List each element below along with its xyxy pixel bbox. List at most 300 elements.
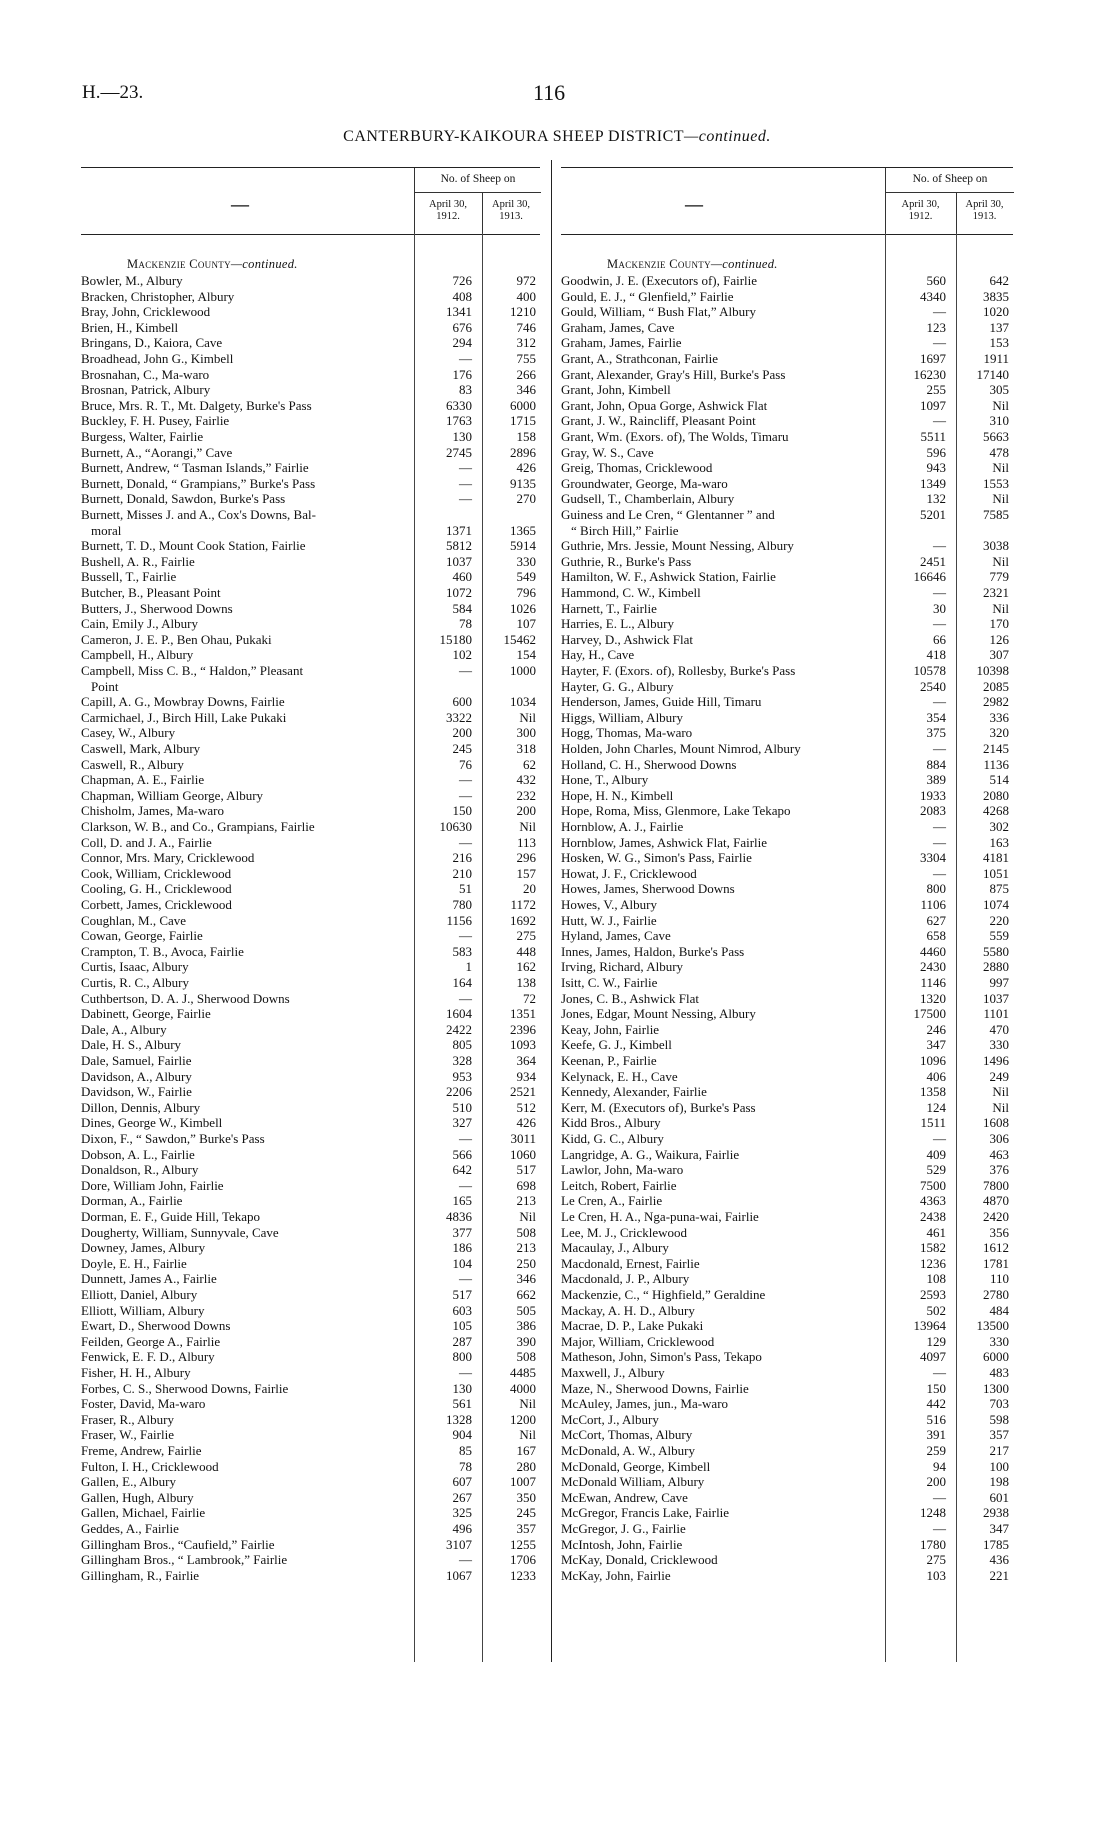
sheep-1913: 221	[989, 1567, 1009, 1583]
sheep-1912: 408	[452, 288, 472, 304]
section-heading	[127, 257, 298, 272]
owner-name: Freme, Andrew, Fairlie	[81, 1443, 202, 1458]
sheep-1913: 17140	[976, 366, 1009, 382]
section-name: Mackenzie County	[607, 257, 711, 271]
sheep-1913: Nil	[992, 1099, 1009, 1115]
sheep-1913: 436	[989, 1552, 1009, 1568]
table-row	[81, 819, 540, 835]
sheep-1913: 72	[523, 990, 536, 1006]
sheep-1913: 1136	[983, 756, 1009, 772]
owner-name: Isitt, C. W., Fairlie	[561, 975, 658, 990]
sheep-1912: 1341	[446, 304, 472, 320]
sheep-1912: 676	[452, 319, 472, 335]
sheep-1912: —	[933, 538, 946, 554]
sheep-1912: 2430	[920, 959, 946, 975]
owner-name: Innes, James, Haldon, Burke's Pass	[561, 943, 745, 959]
sheep-1912: 884	[926, 756, 946, 772]
owner-name: Doyle, E. H., Fairlie	[81, 1255, 187, 1271]
sheep-1913: 7585	[983, 507, 1009, 522]
table-row	[561, 1334, 1013, 1350]
owner-name: Fenwick, E. F. D., Albury	[81, 1349, 215, 1365]
sheep-1913: 478	[989, 444, 1009, 460]
table-row	[561, 1381, 1013, 1397]
owner-name: Grant, John, Opua Gorge, Ashwick Flat	[561, 397, 768, 413]
table-row	[561, 304, 1013, 320]
sheep-1912: 1097	[920, 397, 946, 413]
table-row	[561, 476, 1013, 492]
owner-name: Lee, M. J., Cricklewood	[561, 1224, 688, 1240]
owner-name: Keenan, P., Fairlie	[561, 1053, 657, 1068]
sheep-1913: 4181	[983, 850, 1009, 866]
sheep-1912: 418	[926, 647, 946, 663]
sheep-1913: 330	[989, 1333, 1009, 1349]
owner-name: Kerr, M. (Executors of), Burke's Pass	[561, 1099, 756, 1115]
sheep-1913: 320	[989, 725, 1009, 741]
sheep-1912: 1763	[446, 413, 472, 429]
sheep-1912: —	[459, 772, 472, 788]
sheep-1912: 216	[452, 850, 472, 866]
sheep-1913: 997	[989, 975, 1009, 990]
owner-name: Butters, J., Sherwood Downs	[81, 600, 233, 616]
owner-name: Burnett, Donald, Sawdon, Burke's Pass	[81, 491, 286, 507]
sheep-1913: 1496	[983, 1053, 1009, 1068]
owner-name: Dore, William John, Fairlie	[81, 1177, 224, 1193]
owner-name: Casey, W., Albury	[81, 725, 176, 741]
sheep-1912: —	[459, 834, 472, 850]
owner-name: Graham, James, Cave	[561, 319, 675, 335]
table-row	[561, 694, 1013, 710]
sheep-1912: 1697	[920, 351, 946, 366]
sheep-1912: 800	[926, 881, 946, 897]
table-row	[81, 1474, 540, 1490]
table-row	[81, 398, 540, 414]
owner-name: Dunnett, James A., Fairlie	[81, 1271, 217, 1287]
sheep-1912: 1146	[920, 975, 946, 990]
sheep-1912: —	[933, 1131, 946, 1146]
table-row	[81, 944, 540, 960]
sheep-1912: —	[933, 1489, 946, 1505]
sheep-1912: 1328	[446, 1411, 472, 1427]
owner-name: Dixon, F., “ Sawdon,” Burke's Pass	[81, 1131, 265, 1146]
sheep-1913: 698	[516, 1177, 536, 1193]
table-row	[561, 1303, 1013, 1319]
owner-name: Caswell, Mark, Albury	[81, 741, 201, 756]
sheep-1913: Nil	[519, 1427, 536, 1443]
sheep-1912: 502	[926, 1302, 946, 1318]
table-row	[561, 803, 1013, 819]
sheep-1913: 1365	[510, 522, 536, 538]
table-row	[81, 1131, 540, 1147]
table-row	[561, 632, 1013, 648]
owner-name: Gallen, Michael, Fairlie	[81, 1505, 206, 1521]
sheep-1913: 1785	[983, 1536, 1009, 1552]
year-1913-header: April 30, 1913.	[492, 199, 530, 222]
sheep-1912: 4097	[920, 1349, 946, 1365]
sheep-1913: 1172	[510, 897, 536, 912]
sheep-1913: 2780	[983, 1287, 1009, 1302]
sheep-1913: 245	[516, 1505, 536, 1521]
owner-name: Mackay, A. H. D., Albury	[561, 1302, 695, 1318]
owner-name: Chapman, A. E., Fairlie	[81, 772, 205, 788]
sheep-1912: 584	[452, 600, 472, 616]
table-row	[561, 1365, 1013, 1381]
owner-name: Feilden, George A., Fairlie	[81, 1333, 221, 1349]
sheep-1912: 129	[926, 1333, 946, 1349]
owner-name: Butcher, B., Pleasant Point	[81, 585, 221, 600]
owner-name: Campbell, Miss C. B., “ Haldon,” Pleasant	[81, 663, 304, 678]
sheep-1912: 6330	[446, 397, 472, 413]
sheep-1912: 510	[452, 1099, 472, 1115]
table-row	[561, 757, 1013, 773]
table-row	[81, 1427, 540, 1443]
table-row	[561, 1490, 1013, 1506]
owner-name: Brien, H., Kimbell	[81, 319, 179, 335]
owner-name: Hornblow, James, Ashwick Flat, Fairlie	[561, 834, 768, 850]
sheep-1912: —	[459, 1271, 472, 1287]
sheep-1913: 296	[516, 850, 536, 866]
sheep-1912: 4836	[446, 1209, 472, 1224]
sheep-1912: 275	[926, 1552, 946, 1568]
table-row	[81, 1396, 540, 1412]
sheep-1913: Nil	[992, 397, 1009, 413]
sheep-1913: 213	[516, 1193, 536, 1209]
owner-name: Ewart, D., Sherwood Downs	[81, 1318, 231, 1334]
sheep-1913: 330	[989, 1037, 1009, 1053]
sheep-1913: 386	[516, 1318, 536, 1334]
sheep-1912: —	[459, 787, 472, 803]
sheep-1912: 200	[452, 725, 472, 741]
sheep-1913: 13500	[976, 1318, 1009, 1334]
table-row	[561, 1412, 1013, 1428]
sheep-1912: 255	[926, 382, 946, 398]
table-row	[561, 1053, 1013, 1069]
table-row	[561, 1084, 1013, 1100]
sheep-1913: 463	[989, 1146, 1009, 1162]
sheep-1912: 51	[459, 881, 472, 897]
table-row	[561, 1287, 1013, 1303]
sheep-1912: 176	[452, 366, 472, 382]
sheep-1913: 1060	[510, 1146, 536, 1162]
sheep-1912: —	[933, 1365, 946, 1380]
table-row	[561, 928, 1013, 944]
sheep-1913: 9135	[510, 475, 536, 491]
sheep-1912: 1248	[920, 1505, 946, 1521]
table-row	[81, 632, 540, 648]
owner-name: Mackenzie, C., “ Highfield,” Geraldine	[561, 1287, 766, 1302]
sheep-1913: 483	[989, 1365, 1009, 1380]
owner-name: Forbes, C. S., Sherwood Downs, Fairlie	[81, 1380, 289, 1396]
sheep-1913: 2080	[983, 787, 1009, 803]
table-row	[81, 367, 540, 383]
sheep-1913: 307	[989, 647, 1009, 663]
sheep-1912: 16230	[913, 366, 946, 382]
sheep-1912: —	[933, 616, 946, 632]
owner-name: Bray, John, Cricklewood	[81, 304, 211, 320]
table-row	[81, 1318, 540, 1334]
sheep-1912: 267	[452, 1489, 472, 1505]
owner-name: Gould, William, “ Bush Flat,” Albury	[561, 304, 756, 320]
sheep-1913: 350	[516, 1489, 536, 1505]
owner-name: Elliott, William, Albury	[81, 1302, 205, 1318]
owner-name: Macaulay, J., Albury	[561, 1240, 669, 1256]
owner-name: Hutt, W. J., Fairlie	[561, 912, 657, 928]
sheep-1912: 460	[452, 569, 472, 585]
sheep-1912: —	[459, 491, 472, 507]
sheep-1913: 158	[516, 429, 536, 444]
table-row	[81, 273, 540, 289]
owner-name: Hope, Roma, Miss, Glenmore, Lake Tekapo	[561, 803, 791, 819]
sheep-1912: 85	[459, 1443, 472, 1458]
sheep-1912: 1	[465, 959, 472, 975]
table-row	[81, 1537, 540, 1553]
table-row	[81, 554, 540, 570]
table-row	[81, 975, 540, 991]
column-divider	[551, 160, 552, 1662]
table-row	[561, 1568, 1013, 1584]
table-row	[561, 725, 1013, 741]
owner-name: McKay, John, Fairlie	[561, 1567, 671, 1583]
sheep-1913: 598	[989, 1411, 1009, 1427]
owner-name: Keefe, G. J., Kimbell	[561, 1037, 672, 1053]
sheep-1913: 138	[516, 975, 536, 990]
sheep-1913: 601	[989, 1489, 1009, 1505]
owner-name: Hornblow, A. J., Fairlie	[561, 819, 684, 834]
sheep-1913: 107	[516, 616, 536, 632]
owner-name: Harries, E. L., Albury	[561, 616, 675, 632]
sheep-1913: 796	[516, 585, 536, 600]
owner-name: Curtis, R. C., Albury	[81, 975, 189, 990]
owner-name: Maze, N., Sherwood Downs, Fairlie	[561, 1380, 749, 1396]
group-label: No. of Sheep on	[912, 173, 988, 185]
report-reference: H.—23.	[82, 82, 144, 103]
owner-name: Chapman, William George, Albury	[81, 787, 264, 803]
sheep-1913: 20	[523, 881, 536, 897]
table-row	[561, 273, 1013, 289]
table-row	[561, 569, 1013, 585]
owner-name: Burgess, Walter, Fairlie	[81, 429, 204, 444]
owner-name: Elliott, Daniel, Albury	[81, 1287, 198, 1302]
sheep-1912: 4363	[920, 1193, 946, 1209]
owner-name: Crampton, T. B., Avoca, Fairlie	[81, 943, 244, 959]
sheep-1913: 346	[516, 382, 536, 398]
owner-name: Downey, James, Albury	[81, 1240, 206, 1256]
sheep-1912: —	[933, 585, 946, 600]
table-row	[561, 585, 1013, 601]
sheep-1913: 162	[516, 959, 536, 975]
sheep-1912: 600	[452, 694, 472, 710]
table-row	[81, 1349, 540, 1365]
owner-name: Guthrie, Mrs. Jessie, Mount Nessing, Albury	[561, 538, 794, 554]
sheep-1913: 1612	[983, 1240, 1009, 1256]
left-column	[81, 167, 540, 1583]
page-title	[0, 128, 1114, 146]
sheep-1912: 5511	[920, 429, 946, 444]
owner-name: McDonald, A. W., Albury	[561, 1443, 695, 1458]
sheep-1913: 400	[516, 288, 536, 304]
sheep-1913: 153	[989, 335, 1009, 351]
table-row	[561, 460, 1013, 476]
sheep-1913: 280	[516, 1458, 536, 1474]
sheep-1913: 3011	[510, 1131, 536, 1146]
table-row	[81, 1084, 540, 1100]
table-row	[561, 835, 1013, 851]
sheep-1913: 517	[516, 1162, 536, 1178]
sheep-1912: 7500	[920, 1177, 946, 1193]
name-column-dash: —	[231, 194, 249, 214]
table-row	[561, 772, 1013, 788]
sheep-1913: 249	[989, 1068, 1009, 1084]
table-row	[81, 1381, 540, 1397]
owner-name: Hamilton, W. F., Ashwick Station, Fairlie	[561, 569, 776, 585]
sheep-1913: 62	[523, 756, 536, 772]
table-row	[561, 1147, 1013, 1163]
sheep-1912: 327	[452, 1115, 472, 1131]
table-row	[81, 1162, 540, 1178]
sheep-1912: 391	[926, 1427, 946, 1443]
sheep-1913: Nil	[519, 1209, 536, 1224]
sheep-1912: 1780	[920, 1536, 946, 1552]
title-text: CANTERBURY-KAIKOURA SHEEP DISTRICT	[343, 128, 685, 145]
sheep-1913: 110	[989, 1271, 1009, 1287]
owner-name: Burnett, A., “Aorangi,” Cave	[81, 444, 233, 460]
sheep-1912: 2593	[920, 1287, 946, 1302]
sheep-1912: —	[933, 335, 946, 351]
sheep-1912: 603	[452, 1302, 472, 1318]
table-row	[81, 1115, 540, 1131]
sheep-1912: 389	[926, 772, 946, 788]
sheep-1912: 1236	[920, 1255, 946, 1271]
owner-name: Grant, Alexander, Gray's Hill, Burke's Pass	[561, 366, 786, 382]
sheep-1912: 1156	[446, 912, 472, 928]
table-row	[81, 850, 540, 866]
table-row	[81, 913, 540, 929]
sheep-1913: 217	[989, 1443, 1009, 1458]
sheep-1912: 245	[452, 741, 472, 756]
table-row	[561, 788, 1013, 804]
sheep-1913: 934	[516, 1068, 536, 1084]
sheep-1913: 100	[989, 1458, 1009, 1474]
table-row	[81, 897, 540, 913]
sheep-1913: 508	[516, 1349, 536, 1365]
sheep-1913: 4000	[510, 1380, 536, 1396]
table-row	[561, 1271, 1013, 1287]
owner-name: Grant, J. W., Raincliff, Pleasant Point	[561, 413, 756, 429]
owner-name: Burnett, T. D., Mount Cook Station, Fairlie	[81, 538, 306, 554]
table-row	[561, 616, 1013, 632]
sheep-1912: —	[459, 1365, 472, 1380]
table-row	[561, 975, 1013, 991]
table-row	[561, 741, 1013, 757]
sheep-1913: 4485	[510, 1365, 536, 1380]
sheep-1912: 66	[933, 631, 946, 647]
owner-name: Broadhead, John G., Kimbell	[81, 351, 234, 366]
table-row	[81, 710, 540, 726]
owner-name: Grant, John, Kimbell	[561, 382, 671, 398]
owner-name: Dale, Samuel, Fairlie	[81, 1053, 192, 1068]
owner-name: Burnett, Donald, “ Grampians,” Burke's Pass	[81, 475, 316, 491]
sheep-1912: 627	[926, 912, 946, 928]
sheep-1913: 1692	[510, 912, 536, 928]
sheep-1913: 972	[516, 273, 536, 288]
table-row	[561, 1006, 1013, 1022]
owner-name: Hayter, G. G., Albury	[561, 678, 674, 694]
sheep-1912: 150	[452, 803, 472, 819]
section-name: Mackenzie County	[127, 257, 231, 271]
table-row	[81, 647, 540, 663]
table-row	[81, 1147, 540, 1163]
sheep-1913: 642	[989, 273, 1009, 288]
owner-name: Hosken, W. G., Simon's Pass, Fairlie	[561, 850, 752, 866]
owner-name: Goodwin, J. E. (Executors of), Fairlie	[561, 273, 758, 288]
table-row	[81, 1256, 540, 1272]
owner-name: Hogg, Thomas, Ma-waro	[561, 725, 693, 741]
table-row	[561, 445, 1013, 461]
sheep-1913: 1608	[983, 1115, 1009, 1131]
sheep-1913: 755	[516, 351, 536, 366]
owner-name: Irving, Richard, Albury	[561, 959, 684, 975]
sheep-1913: 198	[989, 1474, 1009, 1490]
sheep-1912: 2438	[920, 1209, 946, 1224]
sheep-1913: 220	[989, 912, 1009, 928]
owner-name: Howes, James, Sherwood Downs	[561, 881, 735, 897]
sheep-1913: 549	[516, 569, 536, 585]
owner-name: Cowan, George, Fairlie	[81, 928, 203, 944]
table-row	[81, 835, 540, 851]
sheep-1913: 250	[516, 1255, 536, 1271]
sheep-1913: Nil	[519, 709, 536, 725]
table-row	[81, 616, 540, 632]
sheep-1912: 210	[452, 865, 472, 881]
table-row	[81, 1069, 540, 1085]
table-row	[561, 538, 1013, 554]
sheep-1912: 658	[926, 928, 946, 944]
sheep-1913: 512	[516, 1099, 536, 1115]
table-row	[81, 1505, 540, 1521]
sheep-1912: 108	[926, 1271, 946, 1287]
owner-name: Groundwater, George, Ma-waro	[561, 475, 728, 491]
sheep-1913: 2085	[983, 678, 1009, 694]
sheep-1912: 78	[459, 1458, 472, 1474]
sheep-1912: 30	[933, 600, 946, 616]
sheep-1913: 2420	[983, 1209, 1009, 1224]
table-row	[81, 569, 540, 585]
sheep-1912: 17500	[913, 1006, 946, 1022]
owner-name: Fraser, R., Albury	[81, 1411, 174, 1427]
sheep-1912: —	[933, 834, 946, 850]
sheep-1912: —	[459, 1177, 472, 1193]
table-row	[561, 1162, 1013, 1178]
year-1913-header: April 30, 1913.	[965, 199, 1004, 222]
owner-name: Macrae, D. P., Lake Pukaki	[561, 1318, 704, 1334]
owner-name: Kennedy, Alexander, Fairlie	[561, 1084, 707, 1100]
sheep-1912: 943	[926, 460, 946, 476]
sheep-1912: 94	[933, 1458, 946, 1474]
table-row	[561, 1100, 1013, 1116]
table-row	[561, 1474, 1013, 1490]
sheep-1913: 6000	[510, 397, 536, 413]
sheep-1913: 432	[516, 772, 536, 788]
owner-name: Matheson, John, Simon's Pass, Tekapo	[561, 1349, 762, 1365]
owner-name: Major, William, Cricklewood	[561, 1333, 715, 1349]
sheep-1913: 426	[516, 460, 536, 476]
owner-name: Gillingham Bros., “ Lambrook,” Fairlie	[81, 1552, 288, 1568]
sheep-1912: 517	[452, 1287, 472, 1302]
table-row	[561, 507, 1013, 523]
sheep-1912: —	[933, 1521, 946, 1536]
sheep-1912: 164	[452, 975, 472, 990]
table-row	[561, 1037, 1013, 1053]
sheep-1912: 2422	[446, 1021, 472, 1037]
